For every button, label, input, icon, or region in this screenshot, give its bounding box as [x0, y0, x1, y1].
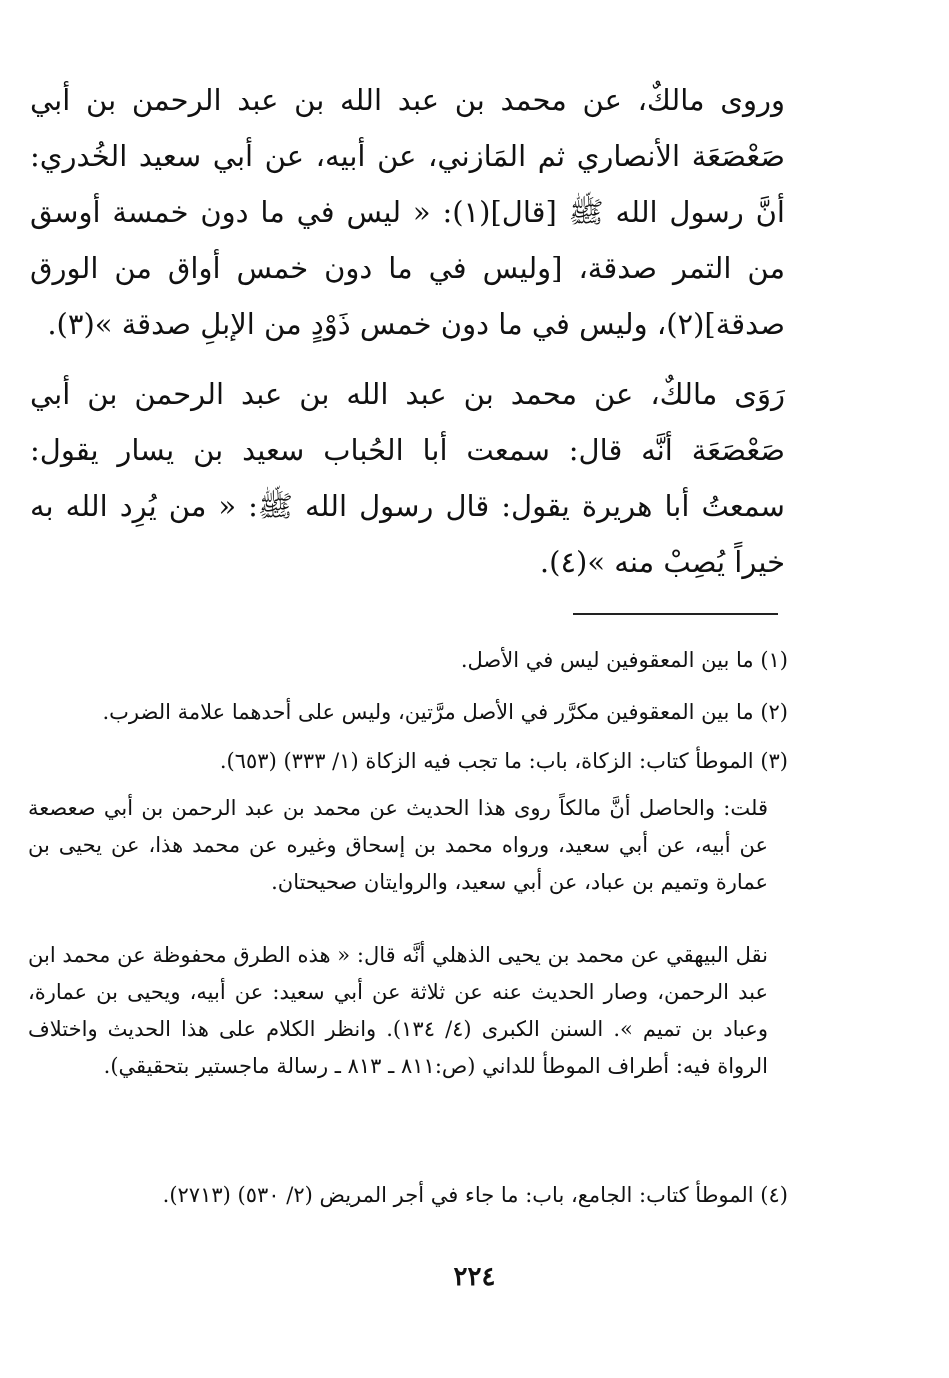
footnote-3-quotation: نقل البيهقي عن محمد بن يحيى الذهلي أنَّه قال: « هذه الطرق محفوظة عن محمد ابن عبد الرحمن، وصار الحديث عنه عن ثلاثة عن أبي سعيد: عن أبيه، ويحيى بن عمارة، وعباد بن تميم ». السنن الكبرى (٤/ ١٣٤). وانظر الكلام على هذا الحديث واختلاف الرواة فيه: أطراف الموطأ للداني (ص:٨١١ ـ ٨١٣ ـ رسالة ماجستير بتحقيقي).	[28, 943, 768, 1078]
page-number: ٢٢٤	[453, 1262, 496, 1292]
footnote-1: (١) ما بين المعقوفين ليس في الأصل.	[460, 648, 788, 672]
footnote-4: (٤) الموطأ كتاب: الجامع، باب: ما جاء في أجر المريض (٢/ ٥٣٠) (٢٧١٣).	[162, 1183, 788, 1207]
hadith-paragraph-1: وروى مالكٌ، عن محمد بن عبد الله بن عبد الرحمن بن أبي صَعْصَعَة الأنصاري ثم المَازني، عن أبيه، عن أبي سعيد الخُدري: أنَّ رسول الله ﷺ [قال](١): « ليس في ما دون خمسة أوسق من التمر صدقة، [وليس في ما دون خمس أواق من الورق صدقة](٢)، وليس في ما دون خمس ذَوْدٍ من الإبلِ صدقة »(٣).	[30, 83, 785, 341]
footnote-divider	[573, 613, 778, 615]
hadith-paragraph-2: رَوَى مالكٌ، عن محمد بن عبد الله بن عبد الرحمن بن أبي صَعْصَعَة أنَّه قال: سمعت أبا الحُباب سعيد بن يسار يقول: سمعتُ أبا هريرة يقول: قال رسول الله ﷺ: « من يُرِد الله به خيراً يُصِبْ منه »(٤).	[30, 377, 785, 579]
footnote-3-commentary: قلت: والحاصل أنَّ مالكاً روى هذا الحديث عن محمد بن عبد الرحمن بن أبي صعصعة عن أبيه، عن أبي سعيد، ورواه محمد بن إسحاق وغيره عن محمد هذا، عن يحيى بن عمارة وتميم بن عباد، عن أبي سعيد، والروايتان صحيحتان.	[28, 796, 768, 894]
footnote-2: (٢) ما بين المعقوفين مكرَّر في الأصل مرَّتين، وليس على أحدهما علامة الضرب.	[102, 700, 788, 724]
footnote-3: (٣) الموطأ كتاب: الزكاة، باب: ما تجب فيه الزكاة (١/ ٣٣٣) (٦٥٣).	[219, 749, 788, 773]
